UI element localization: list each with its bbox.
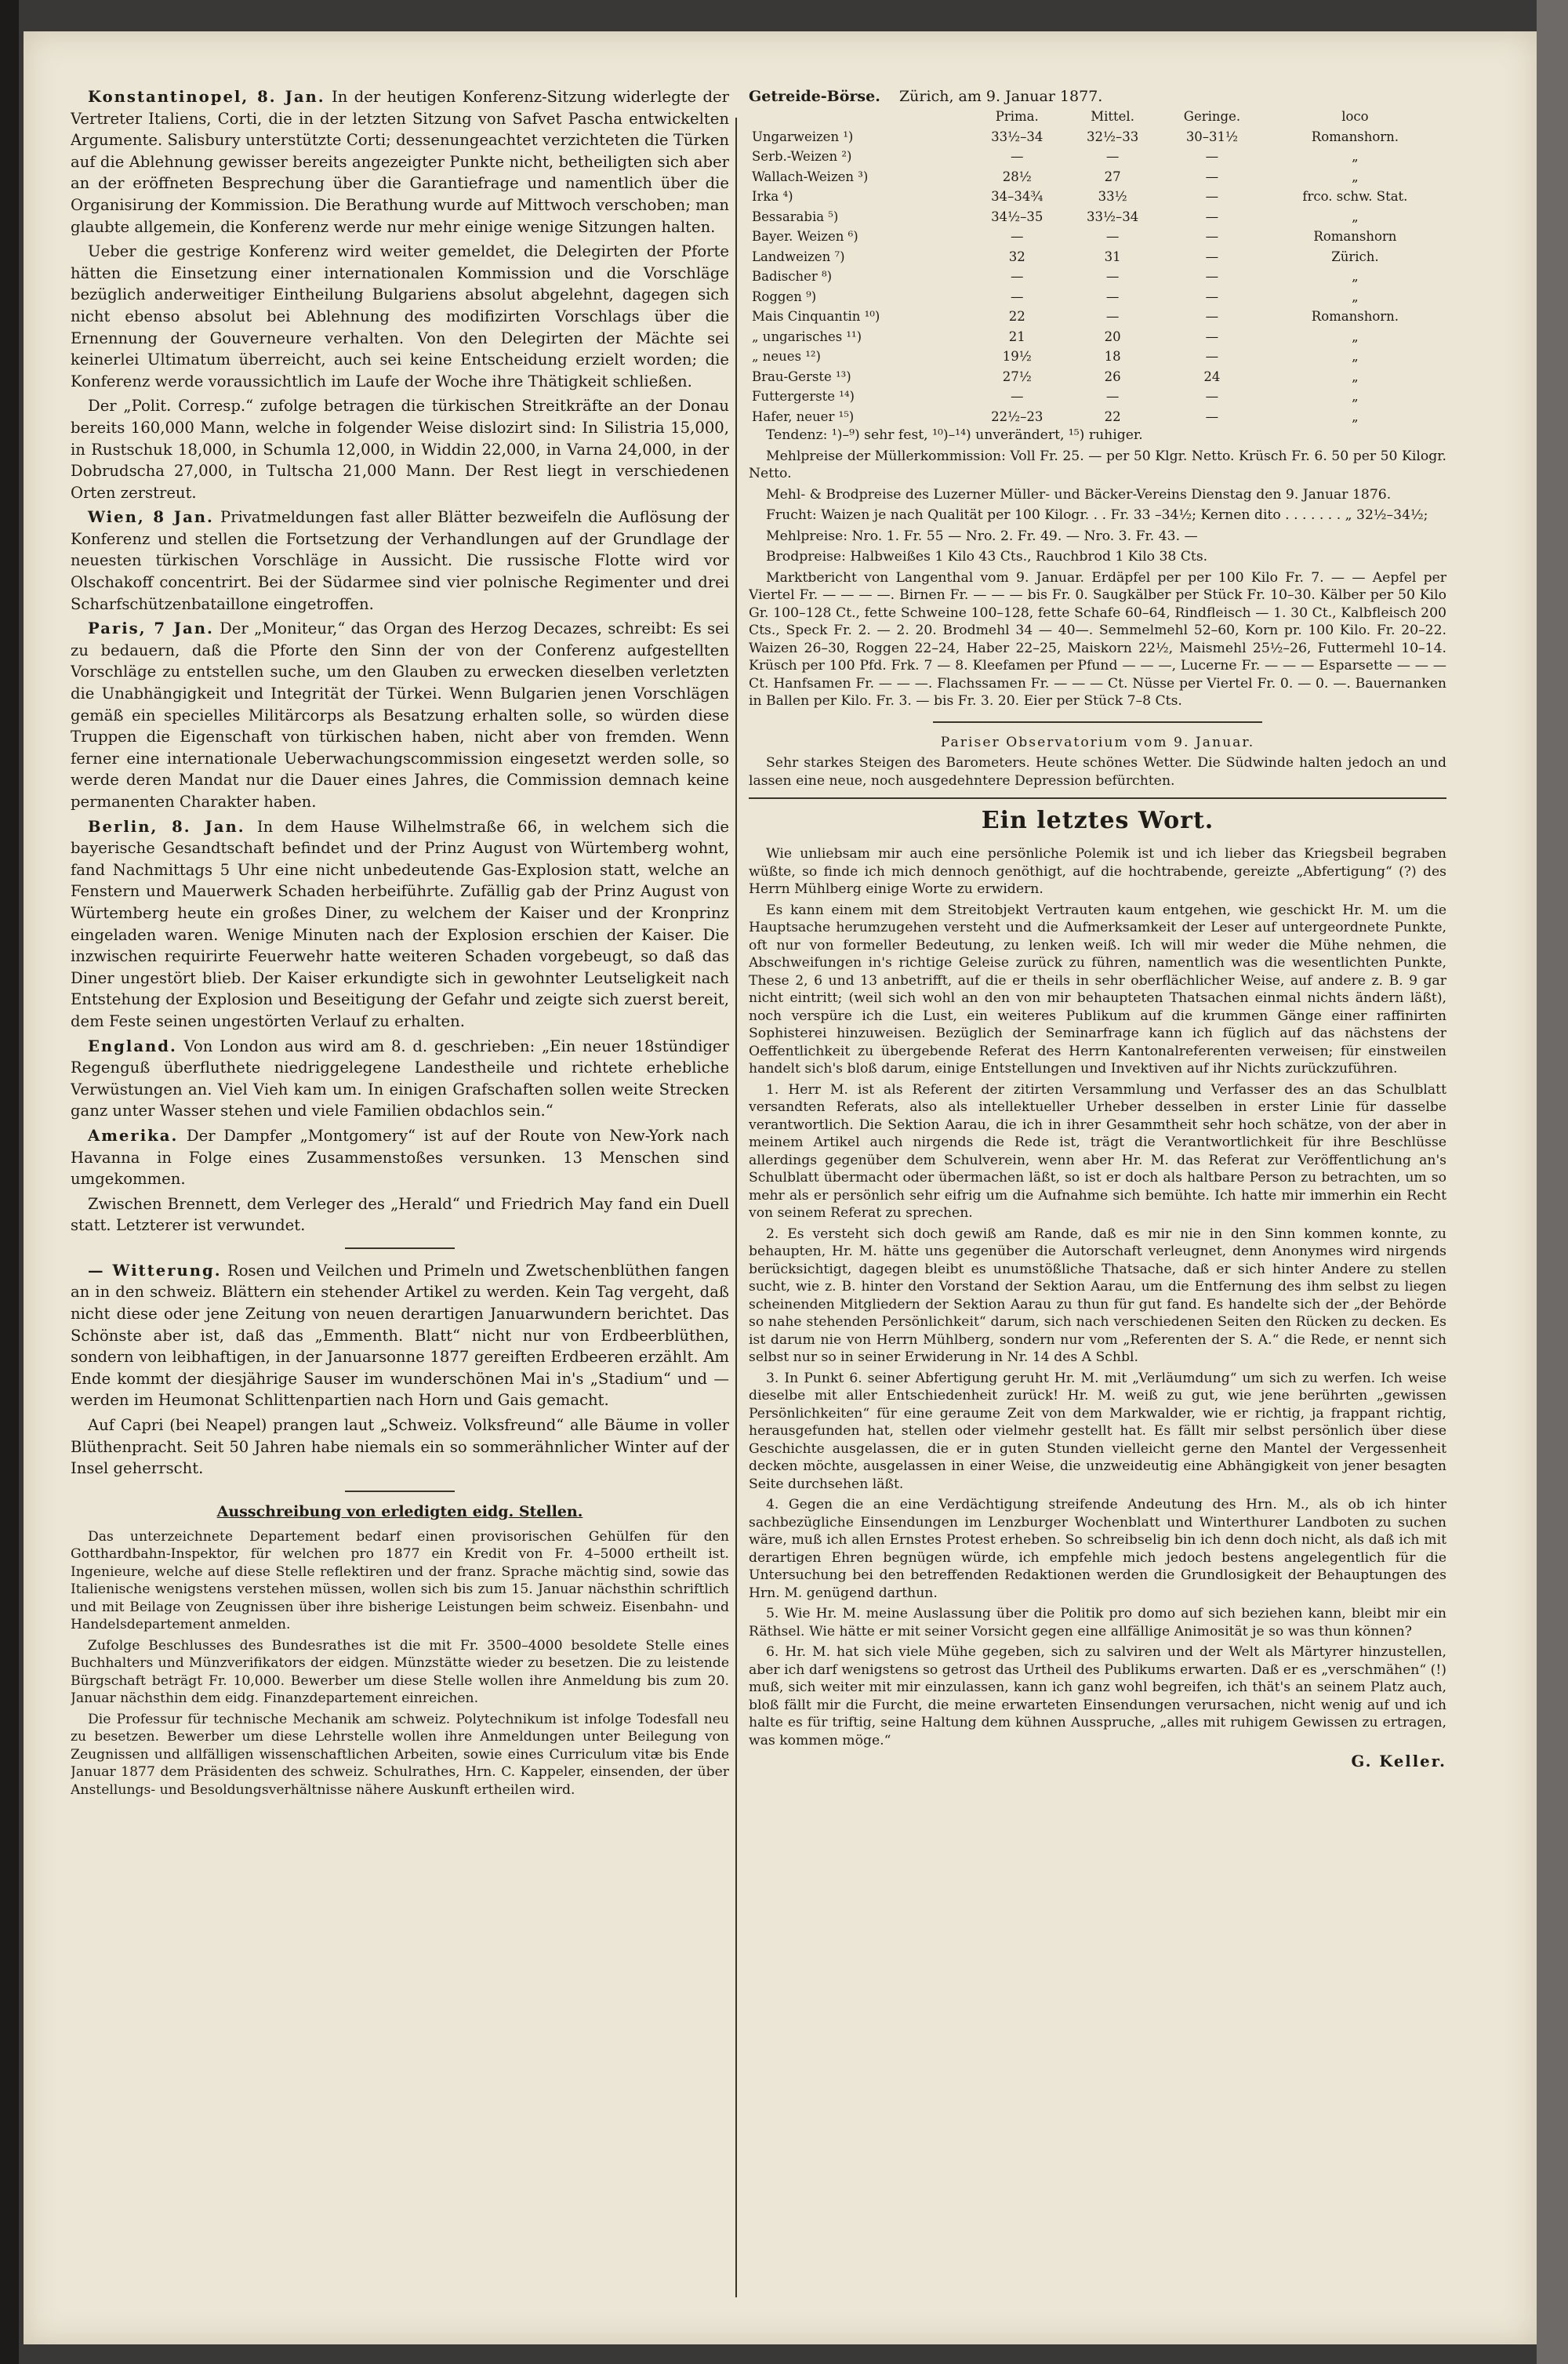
ausschreibung-paragraph — [71, 1528, 729, 1634]
boerse-title: Getreide-Börse. — [749, 88, 880, 105]
boerse-place-date: Zürich, am 9. Januar 1877. — [898, 88, 1103, 105]
paragraph-text: Von London aus wird am 8. d. geschrieben: „Ein neuer 18stündiger Regenguß überfluthete niedriggelegene Landestheile und richtete erhebliche Verwüstungen an. Viel Vieh kam um. In einigen Grafschaften sollen weite Strecken ganz unter Wasser stehen und viele Familien obdachlos sein.“ — [71, 1037, 729, 1120]
table-cell: 24 — [1203, 369, 1221, 384]
paragraph-text: Ueber die gestrige Konferenz wird weiter gemeldet, die Delegirten der Pforte hätten die Einsetzung einer internationalen Kommission und die Vorschläge bezüglich anderweitiger Eintheilung Bulgariens absolut abgelehnt, dagegen sich nicht ebenso absolut bei Ablehnung des modifizirten Vorschlags über die Ernennung der Gouverneure verhalten. Von den Delegirten der Mächte sei keinerlei Ultimatum überreicht, auch sei keine Entscheidung erzielt worden; die Konferenz werde voraussichtlich im Laufe der Woche ihre Thätigkeit schließen. — [71, 242, 729, 390]
news-paragraph — [71, 507, 729, 615]
table-cell: — — [1010, 289, 1024, 304]
book-spine — [0, 0, 19, 2364]
table-row — [749, 307, 1446, 327]
wort-title: Ein letztes Wort. — [981, 807, 1214, 834]
table-cell: 27 — [1104, 169, 1121, 184]
wort-paragraph — [749, 1605, 1446, 1640]
table-cell: Romanshorn. — [1311, 129, 1399, 144]
table-cell: „ — [1352, 349, 1359, 364]
brodpreise-line — [749, 486, 1446, 504]
table-row — [749, 167, 1446, 187]
table-cell: Mais Cinquantin ¹⁰) — [752, 309, 880, 324]
dateline: Paris, 7 Jan. — [88, 619, 214, 638]
paragraph-text: Zwischen Brennett, dem Verleger des „Herald“ und Friedrich May fand ein Duell statt. Letzterer ist verwundet. — [71, 1194, 729, 1235]
table-cell: Ungarweizen ¹) — [752, 129, 854, 144]
table-cell: Brau-Gerste ¹³) — [752, 369, 851, 384]
paragraph-text: Auf Capri (bei Neapel) prangen laut „Schweiz. Volksfreund“ alle Bäume in voller Blüthenpracht. Seit 50 Jahren habe niemals ein so sommerähnlicher Winter auf der Insel geherrscht. — [71, 1416, 729, 1478]
weather-paragraph — [71, 1414, 729, 1480]
table-cell: — — [1205, 309, 1219, 324]
dateline: Berlin, 8. Jan. — [88, 817, 245, 836]
column-divider — [735, 118, 737, 2297]
weather-section — [71, 1260, 729, 1480]
news-section — [71, 86, 729, 1236]
col-header: Prima. — [995, 109, 1039, 124]
paragraph-text: Wie unliebsam mir auch eine persönliche Polemik ist und ich lieber das Kriegsbeil begraben wüßte, so finde ich mich dennoch genöthigt, auf die hochtrabende, gereizte „Abfertigung“ (?) des Herrn Mühlberg einige Worte zu erwidern. — [749, 846, 1446, 897]
paragraph-text: Die Professur für technische Mechanik am schweiz. Polytechnikum ist infolge Todesfall neu zu besetzen. Bewerber um diese Lehrstelle wollen ihre Anmeldungen unter Beilegung von Zeugnissen und allfälligen wissenschaftlichen Arbeiten, sowie eines Curriculum vitæ bis Ende Januar 1877 dem Präsidenten des schweiz. Schulrathes, Hrn. C. Kappeler, einsenden, der über Anstellungs- und Besoldungsverhältnisse nähere Auskunft ertheilen wird. — [71, 1711, 729, 1798]
table-cell: Bessarabia ⁵) — [752, 209, 839, 224]
news-paragraph — [71, 241, 729, 392]
news-paragraph — [71, 86, 729, 238]
ausschreibung-paragraph — [71, 1711, 729, 1799]
table-cell: — — [1010, 149, 1024, 164]
paragraph-text: Privatmeldungen fast aller Blätter bezweifeln die Auflösung der Konferenz und stellen die Fortsetzung der Verhandlungen auf der Grundlage der neuesten türkischen Vorschläge in Aussicht. Die russische Flotte wird vor Olschakoff concentrirt. Bei der Südarmee sind vier polnische Regimenter und drei Scharfschützenbataillone eingetroffen. — [71, 508, 729, 613]
table-cell: — — [1205, 169, 1219, 184]
table-cell: 31 — [1104, 249, 1121, 264]
table-row — [749, 327, 1446, 347]
table-cell: 33½–34 — [1086, 209, 1139, 224]
table-cell: — — [1105, 229, 1120, 244]
table-cell: „ — [1352, 169, 1359, 184]
paragraph-text: 2. Es versteht sich doch gewiß am Rande, daß es mir nie in den Sinn kommen konnte, zu behaupten, Hr. M. hätte uns gegenüber die Autorschaft verleugnet, denn Anonymes wird nirgends berücksichtigt, dagegen bleibt es unumstößliche Thatsache, daß er sich hinter Andere zu stellen sucht, wie z. B. hinter den Vorstand der Sektion Aarau, um die Entfernung des ihm selbst zu liegen scheinenden Mitgliedern der Sektion Aarau zu thun für gut fand. Es handelte sich der „der Behörde so nahe stehenden Persönlichkeit“ darum, sich nach verschiedenen Seiten den Rücken zu decken. Es ist darum nie von Herrn Mühlberg, sondern nur vom „Referenten der S. A.“ die Rede, er nennt sich selbst nur so in seiner Erwiderung in Nr. 14 des A Schbl. — [749, 1226, 1446, 1365]
table-cell: „ — [1352, 209, 1359, 224]
paragraph-text: Mehl- & Brodpreise des Luzerner Müller- und Bäcker-Vereins Dienstag den 9. Januar 1876. — [766, 486, 1392, 503]
table-cell: Wallach-Weizen ³) — [752, 169, 869, 184]
separator-rule — [933, 721, 1262, 723]
table-cell: 28½ — [1002, 169, 1032, 184]
table-row — [749, 407, 1446, 427]
dateline: Wien, 8 Jan. — [88, 508, 214, 527]
table-row — [749, 127, 1446, 147]
paragraph-text: 4. Gegen die an eine Verdächtigung streifende Andeutung des Hrn. M., als ob ich hinter sachbezügliche Einsendungen im Lenzburger Wochenblatt und Winterthurer Landboten zu suchen wäre, muß ich allen Ernstes Protest erheben. So schreibselig bin ich denn doch nicht, als daß ich mit derartigen Ehren begnügen würde, ich empfehle mich jedoch bestens angelegentlich für die Untersuchung bei den betreffenden Redaktionen werden die Grundlosigkeit der Behauptungen des Hrn. M. genügend darthun. — [749, 1497, 1446, 1601]
table-cell: Badischer ⁸) — [752, 269, 833, 284]
table-row — [749, 387, 1446, 407]
table-cell: „ — [1352, 289, 1359, 304]
paragraph-text: Mehlpreise: Nro. 1. Fr. 55 — Nro. 2. Fr. 49. — Nro. 3. Fr. 43. — — [766, 528, 1198, 544]
wort-paragraph — [749, 845, 1446, 899]
table-cell: — — [1105, 149, 1120, 164]
table-cell: 34½–35 — [991, 209, 1044, 224]
table-cell: 27½ — [1002, 369, 1032, 384]
table-cell: — — [1105, 389, 1120, 404]
brodpreise-line — [749, 548, 1446, 566]
signature: G. Keller. — [1351, 1752, 1446, 1770]
paragraph-text: 6. Hr. M. hat sich viele Mühe gegeben, sich zu salviren und der Welt als Märtyrer hinzustellen, aber ich darf wenigstens so getrost das Urtheil des Publikums erwarten. Daß er es „verschmähen“ (!) muß, sich weiter mit mir einzulassen, kann ich ganz wohl begreifen, ich thät's an seinem Platz auch, bloß fällt mir die Furcht, die meine erwarteten Einsendungen verursachen, nicht wenig auf und ich halte es für triftig, seine Haltung dem kühnen Ausspruche, „alles mit ruhigem Gewissen zu ertragen, was kommen möge.“ — [749, 1644, 1446, 1748]
table-cell: 26 — [1104, 369, 1121, 384]
wort-paragraph — [749, 1370, 1446, 1494]
table-cell: — — [1205, 329, 1219, 344]
paragraph-text: Zufolge Beschlusses des Bundesrathes ist die mit Fr. 3500–4000 besoldete Stelle eines Buchhalters und Münzverifikators der eidgen. Münzstätte wieder zu besetzen. Die zu leistende Bürgschaft beträgt Fr. 10,000. Bewerber um diese Stelle wollen ihre Anmeldung bis zum 20. Januar nächsthin dem eidg. Finanzdepartement einreichen. — [71, 1637, 729, 1707]
table-cell: 32½–33 — [1086, 129, 1139, 144]
table-cell: Serb.-Weizen ²) — [752, 149, 852, 164]
table-cell: 32 — [1008, 249, 1025, 264]
right-column — [749, 86, 1446, 2297]
col-header: loco — [1341, 109, 1369, 124]
table-cell: — — [1010, 229, 1024, 244]
left-column — [71, 86, 729, 2297]
paragraph-text: Das unterzeichnete Departement bedarf einen provisorischen Gehülfen für den Gotthardbahn-Inspektor, für welchen pro 1877 ein Kredit von Fr. 4–5000 ertheilt ist. Ingenieure, welche auf diese Stelle reflektiren und der franz. Sprache mächtig sind, sowie das Italienische wenigstens verstehen müssen, wollen sich bis zum 15. Januar nächsthin schriftlich und mit Beilage von Zeugnissen über ihre bisherige Leistungen beim schweiz. Eisenbahn- und Handelsdepartement anmelden. — [71, 1528, 729, 1633]
table-cell: „ neues ¹²) — [752, 349, 821, 364]
table-row — [749, 247, 1446, 267]
table-cell: Roggen ⁹) — [752, 289, 817, 304]
table-cell: 18 — [1104, 349, 1121, 364]
table-cell: 20 — [1104, 329, 1121, 344]
table-row — [749, 207, 1446, 227]
table-cell: — — [1105, 289, 1120, 304]
table-cell: — — [1205, 189, 1219, 204]
table-cell: — — [1010, 269, 1024, 284]
news-paragraph — [71, 1193, 729, 1236]
table-row — [749, 367, 1446, 387]
paragraph-text: 5. Wie Hr. M. meine Auslassung über die Politik pro domo auf sich beziehen kann, bleibt mir ein Räthsel. Wie hätte er mit seiner Vorsicht gegen eine allfällige Animosität je so was thun können? — [749, 1606, 1446, 1640]
table-cell: Hafer, neuer ¹⁵) — [752, 409, 855, 424]
table-cell: 33½–34 — [991, 129, 1044, 144]
news-paragraph — [71, 1125, 729, 1190]
table-cell: Romanshorn — [1313, 229, 1397, 244]
wort-paragraph — [749, 1496, 1446, 1602]
paragraph-text: Brodpreise: Halbweißes 1 Kilo 43 Cts., Rauchbrod 1 Kilo 38 Cts. — [766, 549, 1208, 565]
mehlpreise-line: Mehlpreise der Müllerkommission: Voll Fr. 25. — per 50 Klgr. Netto. Krüsch Fr. 6. 50 per 50 Kilogr. Netto. — [749, 448, 1446, 481]
table-cell: Bayer. Weizen ⁶) — [752, 229, 858, 244]
observatorium-text: Sehr starkes Steigen des Barometers. Heute schönes Wetter. Die Südwinde halten jedoch an und lassen eine neue, noch ausgedehntere Depression befürchten. — [749, 755, 1446, 789]
table-cell: 21 — [1008, 329, 1025, 344]
table-cell: Irka ⁴) — [752, 189, 793, 204]
langenthal-report: Marktbericht von Langenthal vom 9. Januar. Erdäpfel per per 100 Kilo Fr. 7. — — Aepfel per Viertel Fr. — — — —. Birnen Fr. — — — bis Fr. 0. Saugkälber per Stück Fr. 10–30. Kälber per 50 Kilo Gr. 100–128 Ct., fette Schweine 100–128, fette Schafe 60–64, Rindfleisch — 1. 30 Ct., Kalbfleisch 200 Cts., Speck Fr. 2. — 2. 20. Brodmehl 34 — 40—. Semmelmehl 52–60, Korn pr. 100 Kilo. Fr. 20–22. Waizen 26–30, Roggen 22–24, Haber 22–25, Maiskorn 22½, Maismehl 25½–26, Futtermehl 10–14. Krüsch per 100 Pfd. Frk. 7 — 8. Kleefamen per Pfund — — —, Lucerne Fr. — — — Esparsette — — — Ct. Hanfsamen Fr. — — —. Flachssamen Fr. — — — Ct. Nüsse per Viertel Fr. 0. — 0. —. Bauernanken in Ballen per Kilo. Fr. 3. — bis Fr. 3. 20. Eier per Stück 7–8 Cts. — [749, 569, 1446, 709]
table-cell: — — [1105, 309, 1120, 324]
paragraph-text: In dem Hause Wilhelmstraße 66, in welchem sich die bayerische Gesandtschaft befindet und der Prinz August von Würtemberg wohnt, fand Nachmittags 5 Uhr eine nicht unbedeutende Gas-Explosion statt, welche an Fenstern und Mauerwerk Schaden herbeiführte. Zufällig gab der Prinz August von Würtemberg heute ein großes Diner, zu welchem der Kaiser und der Kronprinz eingeladen waren. Wenige Minuten nach der Explosion erschien der Kaiser. Die inzwischen requirirte Feuerwehr hatte weiteren Schaden vorgebeugt, so daß das Diner ungestört blieb. Der Kaiser erkundigte sich in gewohnter Leutseligkeit nach Entstehung der Explosion und Beseitigung der Gefahr und zeigte sich zuerst bereit, dem Feste seinen ungestörten Verlauf zu erhalten. — [71, 817, 729, 1030]
table-cell: 34–34¾ — [991, 189, 1044, 204]
observatorium-title: Pariser Observatorium vom 9. Januar. — [940, 734, 1255, 750]
dateline: Amerika. — [88, 1126, 179, 1145]
table-cell: 33½ — [1098, 189, 1127, 204]
table-cell: 22½–23 — [991, 409, 1044, 424]
table-cell: — — [1205, 409, 1219, 424]
col-header: Mittel. — [1091, 109, 1134, 124]
table-cell: 22 — [1104, 409, 1121, 424]
table-cell: „ — [1352, 329, 1359, 344]
news-paragraph — [71, 395, 729, 503]
table-cell: „ — [1352, 389, 1359, 404]
separator-rule — [345, 1491, 455, 1492]
table-cell: Futtergerste ¹⁴) — [752, 389, 855, 404]
ausschreibung-title: Ausschreibung von erledigten eidg. Stellen. — [216, 1502, 583, 1520]
separator-rule — [749, 797, 1446, 799]
boerse-header — [749, 86, 1446, 107]
col-header: Geringe. — [1183, 109, 1241, 124]
ausschreibung-section — [71, 1528, 729, 1799]
table-cell: — — [1205, 289, 1219, 304]
paragraph-text: In der heutigen Konferenz-Sitzung widerlegte der Vertreter Italiens, Corti, die in der letzten Sitzung von Safvet Pascha entwickelten Argumente. Salisbury unterstützte Corti; dessenungeachtet verzichteten die Türken auf die Ablehnung gewisser bereits angezeigter Punkte nicht, betheiligten sich aber an der eröffneten Besprechung über die Garantiefrage und namentlich über die Organisirung der Kommission. Die Berathung wurde auf Mittwoch verschoben; man glaubte allgemein, die Konferenz werde nur mehr einige wenige Sitzungen halten. — [71, 88, 729, 236]
dateline: — Witterung. — [88, 1261, 222, 1280]
table-cell: — — [1205, 149, 1219, 164]
ausschreibung-paragraph — [71, 1637, 729, 1708]
news-paragraph — [71, 816, 729, 1033]
table-row — [749, 147, 1446, 167]
news-paragraph — [71, 1036, 729, 1122]
wort-paragraph — [749, 1226, 1446, 1367]
table-cell: 30–31½ — [1185, 129, 1239, 144]
table-cell: „ — [1352, 149, 1359, 164]
table-cell: — — [1205, 249, 1219, 264]
table-cell: „ — [1352, 269, 1359, 284]
wort-paragraph — [749, 902, 1446, 1078]
table-cell: „ ungarisches ¹¹) — [752, 329, 862, 344]
news-paragraph — [71, 618, 729, 812]
paragraph-text: Der „Polit. Corresp.“ zufolge betragen die türkischen Streitkräfte an der Donau bereits 160,000 Mann, welche in folgender Weise dislozirt sind: In Silistria 15,000, in Rustschuk 18,000, in Schumla 12,000, in Widdin 22,000, in Varna 24,000, in der Dobrudscha 27,000, in Tultscha 21,000 Mann. Der Rest liegt in verschiedenen Orten zerstreut. — [71, 397, 729, 502]
brodpreise-line — [749, 507, 1446, 525]
table-row — [749, 187, 1446, 207]
table-cell: — — [1205, 349, 1219, 364]
table-cell: — — [1010, 389, 1024, 404]
page-edge — [1537, 0, 1568, 2364]
paragraph-text: Es kann einem mit dem Streitobjekt Vertrauten kaum entgehen, wie geschickt Hr. M. um die Hauptsache herumzugehen versteht und die Aufmerksamkeit der Leser auf untergeordnete Punkte, oft nur von formeller Bedeutung, zu lenken weiß. Ich will mir weder die Mühe nehmen, die Abschweifungen in's richtige Geleise zurück zu führen, namentlich was die wesentlichten Punkte, These 2, 6 und 13 anbetrifft, auf die er theils in sehr oberflächlicher Weise, auf andere z. B. 9 gar nicht eintritt; (weil sich wohl an den von mir behaupteten Thatsachen einmal nichts ändern läßt), noch verspüre ich die Lust, ein weiteres Publikum auf die krummen Gänge einer raffinirten Sophisterei hinzuweisen. Bezüglich der Seminarfrage kann ich füglich auf das nächstens der Oeffentlichkeit zu übergebende Referat des Herrn Kantonalreferenten verweisen; für einstweilen handelt sich's bloß darum, einige Entstellungen und Invektiven auf ihr Nichts zurückzuführen. — [749, 902, 1446, 1077]
table-cell: — — [1205, 209, 1219, 224]
grain-price-table — [749, 107, 1446, 427]
table-row — [749, 347, 1446, 367]
table-cell: — — [1205, 229, 1219, 244]
table-cell: — — [1105, 269, 1120, 284]
wort-paragraph — [749, 1643, 1446, 1749]
table-row — [749, 227, 1446, 247]
brodpreise-line — [749, 528, 1446, 546]
paragraph-text: Rosen und Veilchen und Primeln und Zwetschenblüthen fangen an in den schweiz. Blättern ein stehender Artikel zu werden. Kein Tag vergeht, daß nicht diese oder jene Zeitung von neuen derartigen Januarwundern berichtet. Das Schönste aber ist, daß das „Emmenth. Blatt“ nicht nur von Erdbeerblüthen, sondern von leibhaftigen, in der Januarsonne 1877 gereiften Erdbeeren erzählt. Am Ende kommt der diesjährige Sauser im wunderschönen Mai in's „Stadium“ und — werden im Heumonat Schlittenpartien nach Horn und Gais gemacht. — [71, 1261, 729, 1410]
table-row — [749, 287, 1446, 307]
wort-paragraph — [749, 1081, 1446, 1222]
dateline: Konstantinopel, 8. Jan. — [88, 88, 325, 106]
table-cell: frco. schw. Stat. — [1302, 189, 1408, 204]
separator-rule — [345, 1247, 455, 1249]
dateline: England. — [88, 1037, 177, 1055]
brodpreise-section — [749, 486, 1446, 566]
table-cell: Landweizen ⁷) — [752, 249, 845, 264]
table-cell: „ — [1352, 369, 1359, 384]
table-row — [749, 267, 1446, 287]
paragraph-text: 3. In Punkt 6. seiner Abfertigung geruht Hr. M. mit „Verläumdung“ um sich zu werfen. Ich weise dieselbe mit aller Entschiedenheit zurück! Hr. M. weiß zu gut, wie jene berührten „gewissen Persönlichkeiten“ für eine geraume Zeit von dem Markwalder, wie er richtig, ja frappant richtig, herausgefunden hat, stellen oder vielmehr gestellt hat. Es fällt mir selbst persönlich über diese Geschichte ausgelassen, die er in guten Stunden vielleicht gerne den Mantel der Vergessenheit decken möchte, ausgelassen in einer Weise, die unzweideutig eine Abhängigkeit von jener besagten Seite durchsehen läßt. — [749, 1370, 1446, 1492]
table-cell: 19½ — [1002, 349, 1032, 364]
table-cell: — — [1205, 389, 1219, 404]
table-cell: — — [1205, 269, 1219, 284]
letztes-wort-article — [749, 845, 1446, 1749]
paragraph-text: Der Dampfer „Montgomery“ ist auf der Route von New-York nach Havanna in Folge eines Zusammenstoßes versunken. 13 Menschen sind umgekommen. — [71, 1126, 729, 1189]
table-cell: 22 — [1008, 309, 1025, 324]
paragraph-text: 1. Herr M. ist als Referent der zitirten Versammlung und Verfasser des an das Schulblatt versandten Referats, also als intellektueller Urheber desselben in erster Linie für dasselbe verantwortlich. Die Sektion Aarau, die ich in ihrer Gesammtheit sehr hoch schätze, von der aber in meinem Artikel auch nirgends die Rede ist, trägt die Verantwortlichkeit für ihre Beschlüsse allerdings gegenüber dem Schulverein, wenn aber Hr. M. das Referat zur Veröffentlichung an's Schulblatt übermacht oder übermachen läßt, so ist er doch als haltbare Person zu betrachten, um so mehr als er persönlich sehr eifrig um die Aufnahme sich bemühte. Ich hatte mir immerhin ein Recht von seinem Referat zu sprechen. — [749, 1081, 1446, 1221]
weather-paragraph — [71, 1260, 729, 1411]
table-cell: „ — [1352, 409, 1359, 424]
table-cell: Romanshorn. — [1311, 309, 1399, 324]
paragraph-text: Der „Moniteur,“ das Organ des Herzog Decazes, schreibt: Es sei zu bedauern, daß die Pforte den Sinn der von der Conferenz aufgestellten Vorschläge zu entstellen suche, um den Glauben zu erwecken dieselben verletzten die Unabhängigkeit und Integrität der Türkei. Wenn Bulgarien jenen Vorschlägen gemäß ein specielles Militärcorps als Besatzung erhalten solle, so würden diese Truppen die Eigenschaft von türkischen haben, nicht aber von fremden. Wenn ferner eine internationale Ueberwachungscommission eingesetzt werden solle, so werde deren Mandat nur die Dauer eines Jahres, die Commission demnach keine permanenten Charakter haben. — [71, 619, 729, 811]
tendenz-line: Tendenz: ¹)–⁹) sehr fest, ¹⁰)–¹⁴) unverändert, ¹⁵) ruhiger. — [766, 427, 1143, 443]
table-cell: Zürich. — [1331, 249, 1379, 264]
paragraph-text: Frucht: Waizen je nach Qualität per 100 Kilogr. . . Fr. 33 –34½; Kernen dito . . . . . . . „ 32½–34½; — [766, 507, 1428, 523]
